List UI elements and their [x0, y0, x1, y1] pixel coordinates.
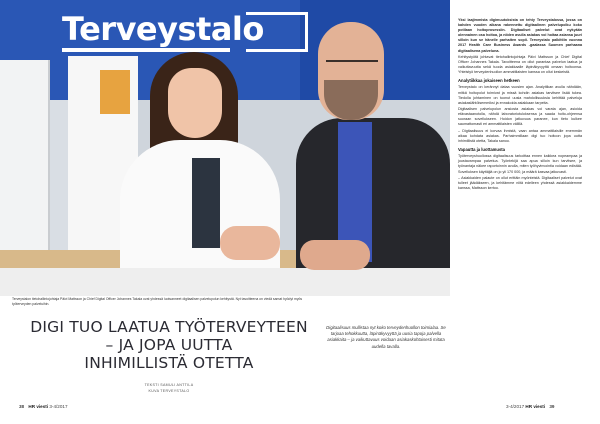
magazine-name: HR viesti	[28, 404, 49, 409]
photo-shelf	[100, 70, 130, 114]
article-credits	[14, 383, 324, 394]
woman-face	[168, 68, 222, 138]
logo-mark	[246, 12, 308, 52]
terveystalo-logo: Terveystalo	[62, 10, 264, 48]
photo-caption: Terveystalon tietohallintojohtaja Päivi Mattsson ja Chief Digital Officer Johannes Takala ovat yhdessä luotsanneet digitaalisen palvelupolun kehitystä. Nyt tavoitteena on viedä samat hyödyt myös työterveyden palveluihin.	[12, 297, 303, 306]
footer-left	[16, 404, 68, 410]
article-headline	[14, 318, 324, 372]
headline-line: DIGI TUO LAATUA TYÖTERVEYTEEN	[30, 318, 308, 336]
body-paragraph: – Asiakkaiden palaute on ollut erittäin myönteistä. Digitaaliset palvelut ovat tulleet jäädäkseen, ja kehitämme niitä edelleen yhdessä asiakkaidemme kanssa, Mattsson kertoo.	[458, 176, 582, 191]
logo-underline	[62, 48, 230, 52]
issue-number: 3-4/2017	[506, 404, 525, 409]
lead-paragraph: Yksi laajimmista digimuutoksista on tehty Terveystalossa, jossa on kahden vuoden aikana rakennettu digitaalinen palvelupolku koko potilaan hoitoprosessiin. Digitaaliset palvelut ovat nykyään olennainen osa hoitoa, ja niiden avulla asiakas voi hoitaa asiansa juuri silloin kun se hänelle parhaiten sopii. Terveystalo palkittiin vuonna 2017 Health Care Business Awards -gaalassa Suomen parhaana digitaalisena palveluna.	[458, 18, 582, 53]
page-number: 38	[19, 404, 25, 409]
text-credit: TEKSTI SAMULI ANTTILA	[144, 383, 194, 387]
man-glasses	[326, 60, 378, 70]
woman-hands	[220, 226, 280, 260]
page-number: 39	[549, 404, 555, 409]
subheading: Vapautta ja luottamusta	[458, 147, 506, 153]
footer-right	[506, 404, 558, 410]
magazine-name: HR viesti	[525, 404, 546, 409]
headline-line: INHIMILLISTÄ OTETTA	[84, 354, 254, 372]
body-paragraph: Terveystalo on kerännyt dataa vuosien ajan. Analytiikan avulla nähdään, mitkä hoitopolut toimivat ja missä kohdin asiakas tarvitsee lisää tukea. Tiedolla johtaminen on tuonut uusia mahdollisuuksia kehittää palveluja asiakaslähtöisemmiksi ja ennakoida asiakkaan tarpeita.	[458, 85, 582, 105]
man-hands	[300, 240, 370, 270]
body-paragraph: Digitaalisen palvelupolun ansiosta asiakas voi varata ajan, asioida etävastaanotolla, nähdä laboratoriotuloksensa ja saada hoito-ohjeensa suoraan sovellukseen. Hoidon jatkuvuus paranee, kun tieto kulkee saumattomasti eri ammattilaisten välillä.	[458, 107, 582, 127]
body-paragraph: – Digitaalisuus ei korvaa ihmistä, vaan antaa ammattilaisille enemmän aikaa kohdata asiakas. Parhaimmillaan digi tuo hoitoon jopa uutta inhimillistä otetta, Takala sanoo.	[458, 128, 582, 144]
headline-line: – JA JOPA UUTTA	[105, 336, 233, 354]
photo-table	[0, 268, 450, 296]
body-paragraph: Kehitystyötä johtavat tietohallintojohtaja Päivi Mattsson ja Chief Digital Officer Johannes Takala. Tavoitteena on ollut parantaa palvelun laatua ja vaikuttavuutta sekä tuoda asiakkaalle läpinäkyvyyttä omaan hoitoonsa. Yhteistyö terveydenhuollon ammattilaisten kanssa on ollut keskeistä.	[458, 55, 582, 75]
issue-number: 3-4/2017	[49, 404, 68, 409]
pull-quote: Digitaalisuus mullistaa nyt koko terveydenhuollon toimialaa. Se tarjoaa tehokkuutta, läpinäkyvyyttä ja uusia tapoja palvella asiakkaita – ja vaikuttavuus voidaan asiakaskohtaisesti mitata uudella tavalla.	[326, 325, 446, 349]
woman-shirt	[192, 158, 220, 248]
article-body-column	[458, 18, 582, 193]
photo-credit: KUVA TERVEYSTALO	[148, 388, 190, 393]
subheading: Analytiikkaa jokaiseen hetkeen	[458, 78, 520, 84]
body-paragraph: Työterveyshuollossa digitaalisuus tarkoittaa ennen kaikkea nopeampaa ja joustavampaa palvelua. Työntekijä saa apua silloin kun tarvitsee, ja työnantaja näkee raportoinnin avulla, miten työhyvinvointia voidaan edistää. Sovelluksen käyttäjiä on jo yli 170 000, ja määrä kasvaa jatkuvasti.	[458, 154, 582, 174]
